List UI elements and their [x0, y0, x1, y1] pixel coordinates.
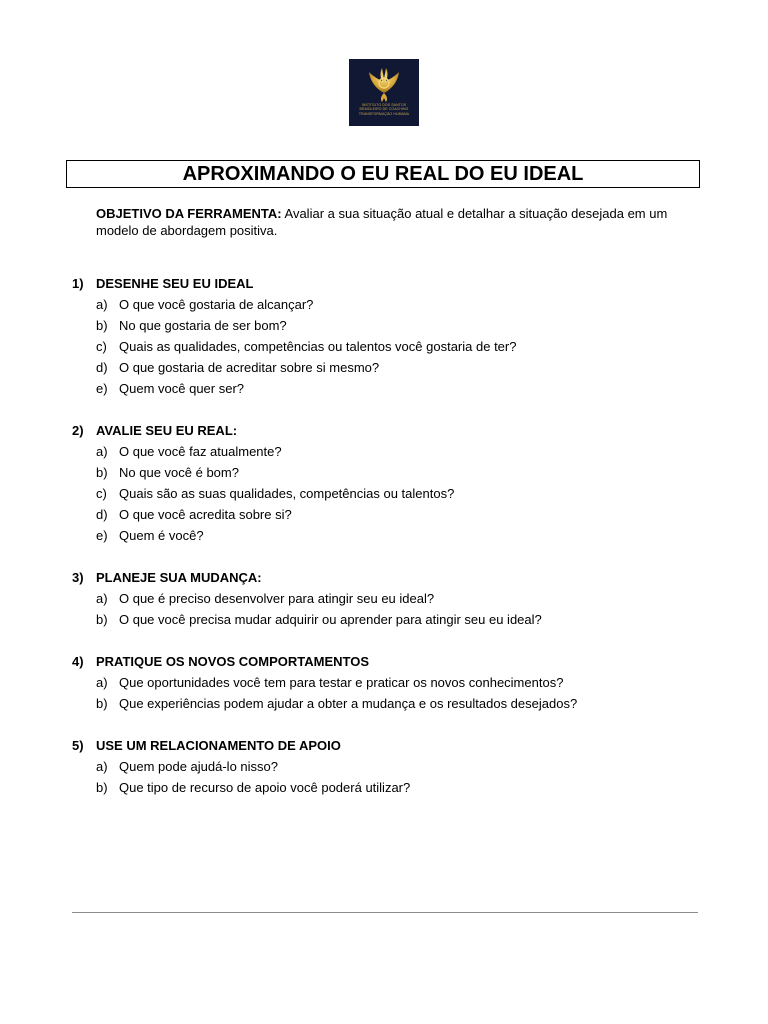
- item-text: No que você é bom?: [119, 465, 239, 480]
- objective-paragraph: [96, 206, 686, 239]
- section-title: DESENHE SEU EU IDEAL: [96, 276, 254, 291]
- section-2-heading: [72, 423, 237, 439]
- item-letter: a): [96, 675, 108, 690]
- item-text: O que você faz atualmente?: [119, 444, 282, 459]
- item-text: Que tipo de recurso de apoio você poderá utilizar?: [119, 780, 411, 795]
- item-text: O que você gostaria de alcançar?: [119, 297, 314, 312]
- list-item: [96, 675, 563, 691]
- list-item: [96, 612, 542, 628]
- item-text: Quem você quer ser?: [119, 381, 245, 396]
- list-item: [96, 360, 379, 376]
- item-text: O que você precisa mudar adquirir ou aprender para atingir seu eu ideal?: [119, 612, 542, 627]
- document-title: APROXIMANDO O EU REAL DO EU IDEAL: [66, 160, 700, 188]
- logo-line-2: BRASILEIRO DE COACHING: [359, 107, 409, 111]
- item-letter: b): [96, 780, 108, 795]
- section-number: 3): [72, 570, 84, 585]
- list-item: [96, 444, 282, 460]
- footer-divider: [72, 912, 698, 913]
- item-text: Quais são as suas qualidades, competências ou talentos?: [119, 486, 455, 501]
- item-letter: d): [96, 360, 108, 375]
- list-item: [96, 381, 244, 397]
- list-item: [96, 759, 278, 775]
- list-item: [96, 339, 516, 355]
- section-title: AVALIE SEU EU REAL:: [96, 423, 238, 438]
- item-letter: c): [96, 339, 107, 354]
- objective-label: OBJETIVO DA FERRAMENTA:: [96, 206, 282, 221]
- logo-line-3: TRANSFORMAÇÃO HUMANA: [358, 112, 410, 116]
- item-letter: b): [96, 318, 108, 333]
- item-letter: c): [96, 486, 107, 501]
- list-item: [96, 507, 292, 523]
- item-text: Quem pode ajudá-lo nisso?: [119, 759, 278, 774]
- section-title: USE UM RELACIONAMENTO DE APOIO: [96, 738, 341, 753]
- section-title: PLANEJE SUA MUDANÇA:: [96, 570, 262, 585]
- item-text: Quais as qualidades, competências ou talentos você gostaria de ter?: [119, 339, 517, 354]
- list-item: [96, 318, 287, 334]
- list-item: [96, 486, 454, 502]
- list-item: [96, 780, 410, 796]
- item-text: Quem é você?: [119, 528, 204, 543]
- item-letter: a): [96, 444, 108, 459]
- item-letter: a): [96, 759, 108, 774]
- section-4-heading: [72, 654, 369, 670]
- section-3-heading: [72, 570, 262, 586]
- item-letter: b): [96, 465, 108, 480]
- logo-line-1: INSTITUTO DOS SANTOS: [361, 103, 407, 107]
- list-item: [96, 465, 239, 481]
- objective-text: Avaliar a sua situação atual e detalhar a situação desejada em um modelo de abordagem positiva.: [96, 206, 668, 238]
- section-number: 2): [72, 423, 84, 438]
- item-letter: b): [96, 696, 108, 711]
- item-letter: e): [96, 381, 108, 396]
- item-text: No que gostaria de ser bom?: [119, 318, 287, 333]
- item-text: O que você acredita sobre si?: [119, 507, 292, 522]
- list-item: [96, 591, 434, 607]
- item-letter: a): [96, 591, 108, 606]
- section-title: PRATIQUE OS NOVOS COMPORTAMENTOS: [96, 654, 370, 669]
- item-letter: b): [96, 612, 108, 627]
- section-1-heading: [72, 276, 253, 292]
- item-letter: a): [96, 297, 108, 312]
- list-item: [96, 528, 204, 544]
- list-item: [96, 297, 313, 313]
- item-text: O que é preciso desenvolver para atingir seu eu ideal?: [119, 591, 435, 606]
- item-text: Que experiências podem ajudar a obter a mudança e os resultados desejados?: [119, 696, 578, 711]
- item-letter: d): [96, 507, 108, 522]
- section-number: 4): [72, 654, 84, 669]
- item-text: O que gostaria de acreditar sobre si mesmo?: [119, 360, 380, 375]
- logo: [349, 59, 419, 126]
- section-5-heading: [72, 738, 341, 754]
- item-text: Que oportunidades você tem para testar e praticar os novos conhecimentos?: [119, 675, 564, 690]
- section-number: 5): [72, 738, 84, 753]
- item-letter: e): [96, 528, 108, 543]
- list-item: [96, 696, 577, 712]
- section-number: 1): [72, 276, 84, 291]
